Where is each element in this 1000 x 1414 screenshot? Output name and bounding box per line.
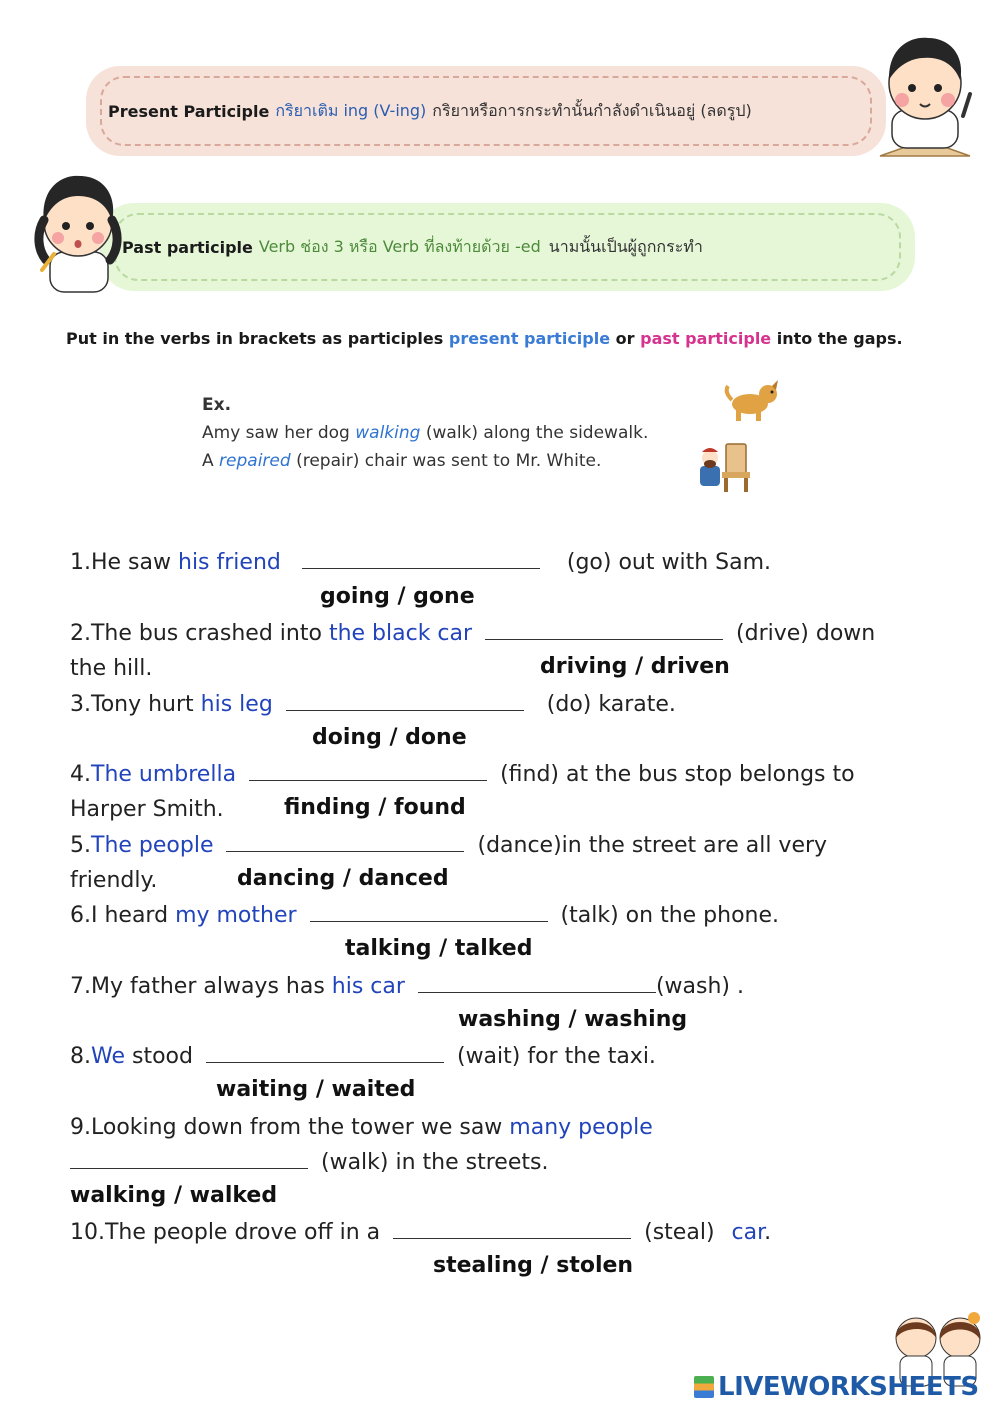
question-noun: The umbrella <box>91 762 237 787</box>
answer-blank-5[interactable] <box>226 830 464 852</box>
dog-icon <box>722 378 782 424</box>
question-2-continued: the hill. <box>70 656 153 681</box>
question-period: . <box>764 1220 772 1245</box>
question-text-end: (drive) down <box>736 621 876 646</box>
example-1-answer: walking <box>355 423 421 443</box>
example-title: Ex. <box>202 395 232 415</box>
question-text-middle: stood <box>132 1044 193 1069</box>
question-7 <box>70 969 744 1004</box>
past-participle-banner <box>100 203 915 291</box>
answer-options-2: driving / driven <box>540 654 730 679</box>
present-participle-form: กริยาเติม ing (V-ing) <box>275 100 427 120</box>
answer-blank-2[interactable] <box>485 618 723 640</box>
question-text-end: (wait) for the taxi. <box>456 1044 656 1069</box>
question-text-end: (wash) . <box>655 974 744 999</box>
example-line-1 <box>202 419 648 447</box>
past-participle-form: Verb ช่อง 3 หรือ Verb ที่ลงท้ายด้วย -ed <box>258 236 541 256</box>
answer-blank-8[interactable] <box>206 1041 444 1063</box>
question-text-end: (talk) on the phone. <box>560 903 779 928</box>
question-text-end: (steal) <box>644 1220 715 1245</box>
question-3 <box>70 687 676 722</box>
past-participle-meaning: นามนั้นเป็นผู้ถูกกระทำ <box>548 236 703 256</box>
question-noun: my mother <box>175 903 297 928</box>
question-8 <box>70 1039 656 1074</box>
question-5-continued: friendly. <box>70 868 158 893</box>
question-4 <box>70 757 855 792</box>
answer-options-9: walking / walked <box>70 1183 278 1208</box>
boy-reading-illustration <box>870 28 980 158</box>
answer-options-5: dancing / danced <box>237 866 449 891</box>
example-2-start: A <box>202 451 214 471</box>
question-noun: his car <box>331 974 405 999</box>
question-5 <box>70 828 827 863</box>
question-text-end: (go) out with Sam. <box>566 550 772 575</box>
instruction-past-participle: past participle <box>640 329 772 348</box>
question-1 <box>70 545 771 580</box>
answer-options-6: talking / talked <box>345 936 533 961</box>
question-text: 2.The bus crashed into <box>70 621 322 646</box>
answer-options-1: going / gone <box>320 584 475 609</box>
question-text: 9.Looking down from the tower we saw <box>70 1115 503 1140</box>
answer-blank-4[interactable] <box>249 759 487 781</box>
question-text: 5. <box>70 833 91 858</box>
question-10 <box>70 1215 771 1250</box>
instruction-part2: into the gaps. <box>776 329 903 348</box>
girl-thinking-illustration <box>28 160 128 295</box>
question-noun: many people <box>509 1115 653 1140</box>
question-text: 8. <box>70 1044 91 1069</box>
answer-blank-7[interactable] <box>418 971 656 993</box>
question-4-continued: Harper Smith. <box>70 797 224 822</box>
present-participle-term: Present Participle <box>108 101 270 121</box>
instruction-or: or <box>615 329 635 348</box>
answer-blank-10[interactable] <box>393 1217 631 1239</box>
question-9 <box>70 1110 653 1145</box>
question-text: 7.My father always has <box>70 974 325 999</box>
answer-blank-1[interactable] <box>302 547 540 569</box>
present-participle-meaning: กริยาหรือการกระทำนั้นกำลังดำเนินอยู่ (ลดรูป) <box>432 100 752 120</box>
answer-options-10: stealing / stolen <box>433 1253 634 1278</box>
present-participle-definition <box>108 66 752 156</box>
question-text-end: (dance)in the street are all very <box>477 833 828 858</box>
instruction-present-participle: present participle <box>448 329 611 348</box>
instruction-part1: Put in the verbs in brackets as participles <box>66 329 444 348</box>
answer-blank-6[interactable] <box>310 900 548 922</box>
example-block <box>202 391 648 475</box>
answer-options-3: doing / done <box>312 725 467 750</box>
question-text: 10.The people drove off in a <box>70 1220 381 1245</box>
liveworksheets-logo <box>694 1372 979 1402</box>
present-participle-banner <box>86 66 886 156</box>
answer-options-7: washing / washing <box>458 1007 688 1032</box>
carpenter-chair-icon <box>694 438 754 494</box>
example-2-answer: repaired <box>219 451 291 471</box>
question-6 <box>70 898 779 933</box>
answer-options-8: waiting / waited <box>216 1077 416 1102</box>
question-text-end: (walk) in the streets. <box>321 1150 549 1175</box>
answer-options-4: finding / found <box>284 795 466 820</box>
question-2 <box>70 616 875 651</box>
example-2-end: (repair) chair was sent to Mr. White. <box>296 451 602 471</box>
past-participle-definition <box>122 203 703 291</box>
instruction <box>66 329 903 348</box>
question-noun: his leg <box>200 692 273 717</box>
question-noun: The people <box>91 833 214 858</box>
question-text: 1.He saw <box>70 550 171 575</box>
question-text: 6.I heard <box>70 903 169 928</box>
question-text: 3.Tony hurt <box>70 692 194 717</box>
answer-blank-3[interactable] <box>286 689 524 711</box>
question-noun: car <box>731 1220 765 1245</box>
question-noun: his friend <box>178 550 281 575</box>
liveworksheets-badge-icon <box>694 1376 714 1398</box>
liveworksheets-brand: LIVEWORKSHEETS <box>718 1372 979 1402</box>
question-text: 4. <box>70 762 91 787</box>
example-1-start: Amy saw her dog <box>202 423 350 443</box>
answer-blank-9[interactable] <box>70 1147 308 1169</box>
question-text-end: (find) at the bus stop belongs to <box>500 762 855 787</box>
question-noun: the black car <box>328 621 473 646</box>
past-participle-term: Past participle <box>122 237 253 257</box>
example-1-end: (walk) along the sidewalk. <box>425 423 649 443</box>
example-line-2 <box>202 447 648 475</box>
question-noun: We <box>91 1044 125 1069</box>
question-text-end: (do) karate. <box>546 692 676 717</box>
question-9-continued <box>70 1145 548 1180</box>
